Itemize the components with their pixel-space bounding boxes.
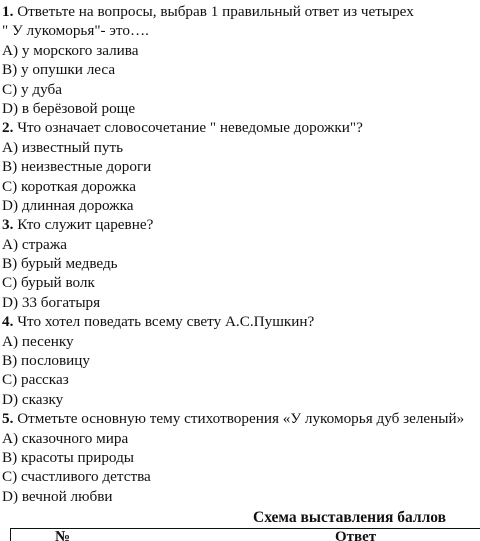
question-text: Кто служит царевне?: [13, 216, 154, 234]
answer-option: В) бурый медведь: [2, 255, 118, 273]
answer-option: В) красоты природы: [2, 448, 135, 466]
answer-option: D) вечной любви: [2, 487, 113, 505]
scoring-table-title: Схема выставления баллов: [253, 509, 447, 526]
answer-option: А) у морского залива: [2, 41, 139, 59]
question-text: Отметьте основную тему стихотворения «У лукоморья дуб зеленый»: [13, 410, 465, 428]
answer-option: С) счастливого детства: [2, 468, 151, 486]
question-number: 3.: [2, 216, 14, 234]
question-4: [2, 312, 480, 331]
question-text-continuation: " У лукоморья"- это….: [2, 22, 149, 40]
question-number: 2.: [2, 119, 14, 137]
question-text: Что хотел поведать всему свету А.С.Пушкин?: [13, 313, 315, 331]
question-2: [2, 118, 480, 137]
answer-option: А) стража: [2, 235, 67, 253]
answer-option: А) песенку: [2, 332, 74, 350]
scoring-table: [10, 528, 480, 541]
question-number: 1.: [2, 3, 14, 20]
question-number: 4.: [2, 313, 14, 331]
answer-option: D) в берёзовой роще: [2, 99, 136, 117]
table-header-number: №: [55, 529, 71, 541]
question-1: [2, 2, 480, 21]
answer-option: В) пословицу: [2, 352, 91, 370]
table-border: [10, 529, 11, 541]
answer-option: А) известный путь: [2, 138, 124, 156]
question-3: [2, 215, 480, 234]
answer-option: D) сказку: [2, 390, 64, 408]
question-5: [2, 409, 480, 428]
question-number: 5.: [2, 410, 14, 428]
answer-option: В) неизвестные дороги: [2, 158, 152, 176]
answer-option: С) бурый волк: [2, 274, 95, 292]
answer-option: D) длинная дорожка: [2, 196, 134, 214]
question-text: Ответьте на вопросы, выбрав 1 правильный ответ из четырех: [13, 3, 414, 20]
question-list: [2, 2, 480, 506]
answer-option: В) у опушки леса: [2, 61, 116, 79]
answer-option: С) рассказ: [2, 371, 69, 389]
answer-option: С) у дуба: [2, 80, 62, 98]
table-header-answer: Ответ: [335, 529, 377, 541]
answer-option: А) сказочного мира: [2, 429, 129, 447]
answer-option: С) короткая дорожка: [2, 177, 136, 195]
answer-option: D) 33 богатыря: [2, 293, 101, 311]
question-text: Что означает словосочетание " неведомые дорожки"?: [13, 119, 363, 137]
